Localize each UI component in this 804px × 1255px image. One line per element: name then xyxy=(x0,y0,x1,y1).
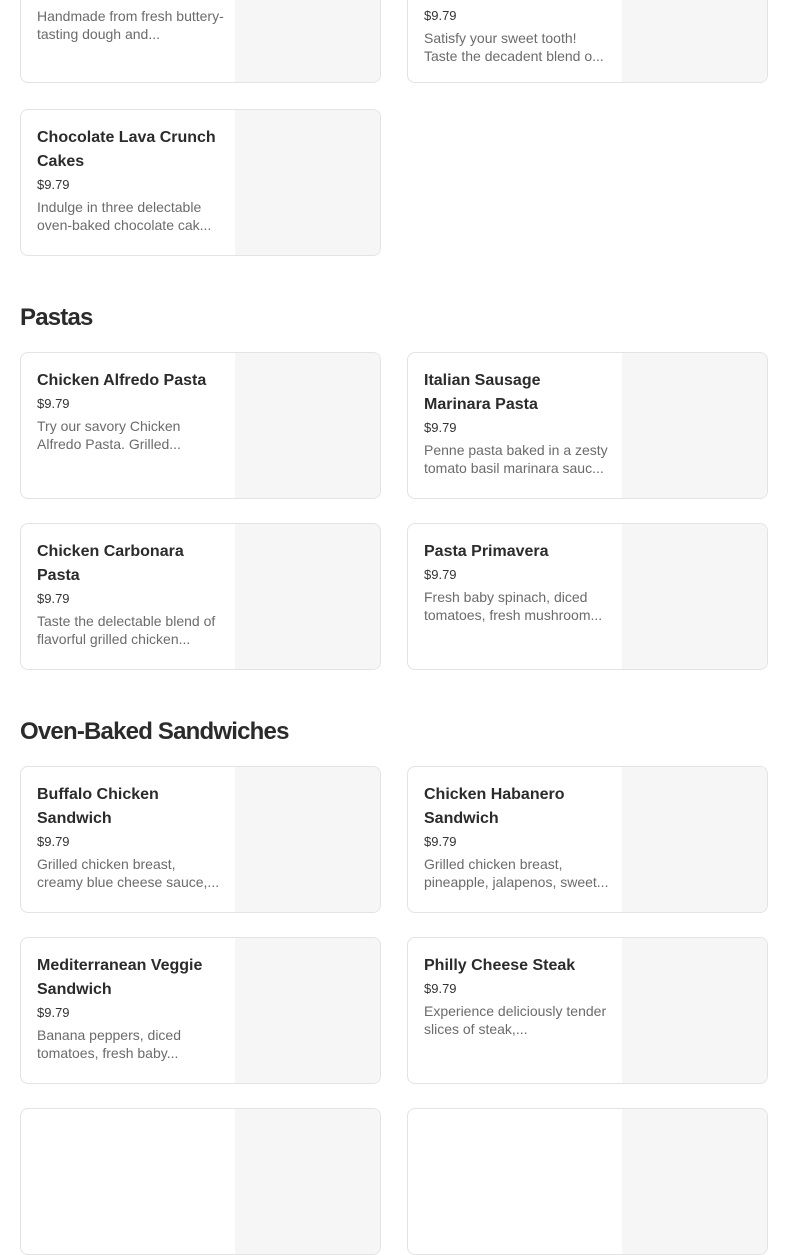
menu-item-image xyxy=(235,767,380,912)
menu-item-description: Try our savory Chicken Alfredo Pasta. Grilled... xyxy=(37,418,181,452)
menu-item-card[interactable] xyxy=(20,937,381,1084)
menu-item-name: Italian Sausage Marinara Pasta xyxy=(424,372,541,413)
menu-item-name: Chocolate Lava Crunch Cakes xyxy=(37,129,216,170)
menu-item-name: Buffalo Chicken Sandwich xyxy=(37,786,159,827)
menu-item-info xyxy=(424,783,611,891)
menu-item-price: $9.79 xyxy=(37,591,70,606)
menu-item-card[interactable] xyxy=(20,1108,381,1255)
menu-item-name: Mediterranean Veggie Sandwich xyxy=(37,957,203,998)
menu-item-image xyxy=(235,110,380,255)
menu-item-info xyxy=(37,126,224,234)
menu-item-info xyxy=(424,0,611,65)
menu-item-card[interactable] xyxy=(20,109,381,256)
menu-item-price: $9.79 xyxy=(37,177,70,192)
menu-item-image xyxy=(622,1109,767,1254)
menu-item-price: $9.79 xyxy=(424,420,457,435)
menu-item-card[interactable] xyxy=(20,523,381,670)
menu-item-info xyxy=(37,540,224,648)
menu-item-price: $9.79 xyxy=(424,567,457,582)
menu-item-card[interactable] xyxy=(20,0,381,83)
menu-item-description: Handmade from fresh buttery-tasting dough and... xyxy=(37,8,224,42)
menu-item-card[interactable] xyxy=(407,523,768,670)
menu-item-description: Experience deliciously tender slices of steak,... xyxy=(424,1003,607,1037)
menu-item-description: Grilled chicken breast, pineapple, jalapenos, sweet... xyxy=(424,856,609,890)
menu-item-card[interactable] xyxy=(407,1108,768,1255)
menu-item-card[interactable] xyxy=(407,0,768,83)
menu-item-price: $9.79 xyxy=(37,1005,70,1020)
menu-item-info xyxy=(37,783,224,891)
menu-item-image xyxy=(622,767,767,912)
menu-item-card[interactable] xyxy=(407,352,768,499)
menu-item-price: $9.79 xyxy=(424,834,457,849)
menu-item-info xyxy=(37,954,224,1062)
menu-item-image xyxy=(622,0,767,82)
menu-item-image xyxy=(622,524,767,669)
menu-item-image xyxy=(235,1109,380,1254)
menu-item-info xyxy=(424,540,611,624)
menu-item-image xyxy=(622,353,767,498)
menu-item-card[interactable] xyxy=(20,352,381,499)
menu-item-price: $9.79 xyxy=(424,981,457,996)
menu-item-price: $9.79 xyxy=(424,8,457,23)
menu-item-description: Satisfy your sweet tooth! Taste the decadent blend o... xyxy=(424,30,604,64)
menu-item-name: Chicken Habanero Sandwich xyxy=(424,786,565,827)
menu-item-info xyxy=(37,0,224,43)
menu-item-name: Pasta Primavera xyxy=(424,543,549,560)
menu-item-price: $9.79 xyxy=(37,834,70,849)
menu-item-description: Fresh baby spinach, diced tomatoes, fresh mushroom... xyxy=(424,589,603,623)
menu-item-description: Banana peppers, diced tomatoes, fresh baby... xyxy=(37,1027,181,1061)
menu-item-info xyxy=(424,369,611,477)
section-title-pastas: Pastas xyxy=(20,304,93,331)
menu-item-image xyxy=(235,524,380,669)
menu-item-description: Penne pasta baked in a zesty tomato basil marinara sauc... xyxy=(424,442,608,476)
menu-item-description: Indulge in three delectable oven-baked chocolate cak... xyxy=(37,199,212,233)
menu-item-name: Philly Cheese Steak xyxy=(424,957,576,974)
menu-item-card[interactable] xyxy=(20,766,381,913)
menu-item-description: Grilled chicken breast, creamy blue cheese sauce,... xyxy=(37,856,220,890)
menu-item-description: Taste the delectable blend of flavorful grilled chicken... xyxy=(37,613,216,647)
menu-item-image xyxy=(235,0,380,82)
section-title-sandwiches: Oven-Baked Sandwiches xyxy=(20,718,289,745)
menu-item-card[interactable] xyxy=(407,766,768,913)
menu-item-price: $9.79 xyxy=(37,396,70,411)
menu-item-name: Chicken Alfredo Pasta xyxy=(37,372,207,389)
menu-item-card[interactable] xyxy=(407,937,768,1084)
menu-item-info xyxy=(37,369,224,453)
menu-item-info xyxy=(424,954,611,1038)
menu-item-name: Chicken Carbonara Pasta xyxy=(37,543,184,584)
menu-item-image xyxy=(235,353,380,498)
menu-item-image xyxy=(622,938,767,1083)
menu-item-image xyxy=(235,938,380,1083)
